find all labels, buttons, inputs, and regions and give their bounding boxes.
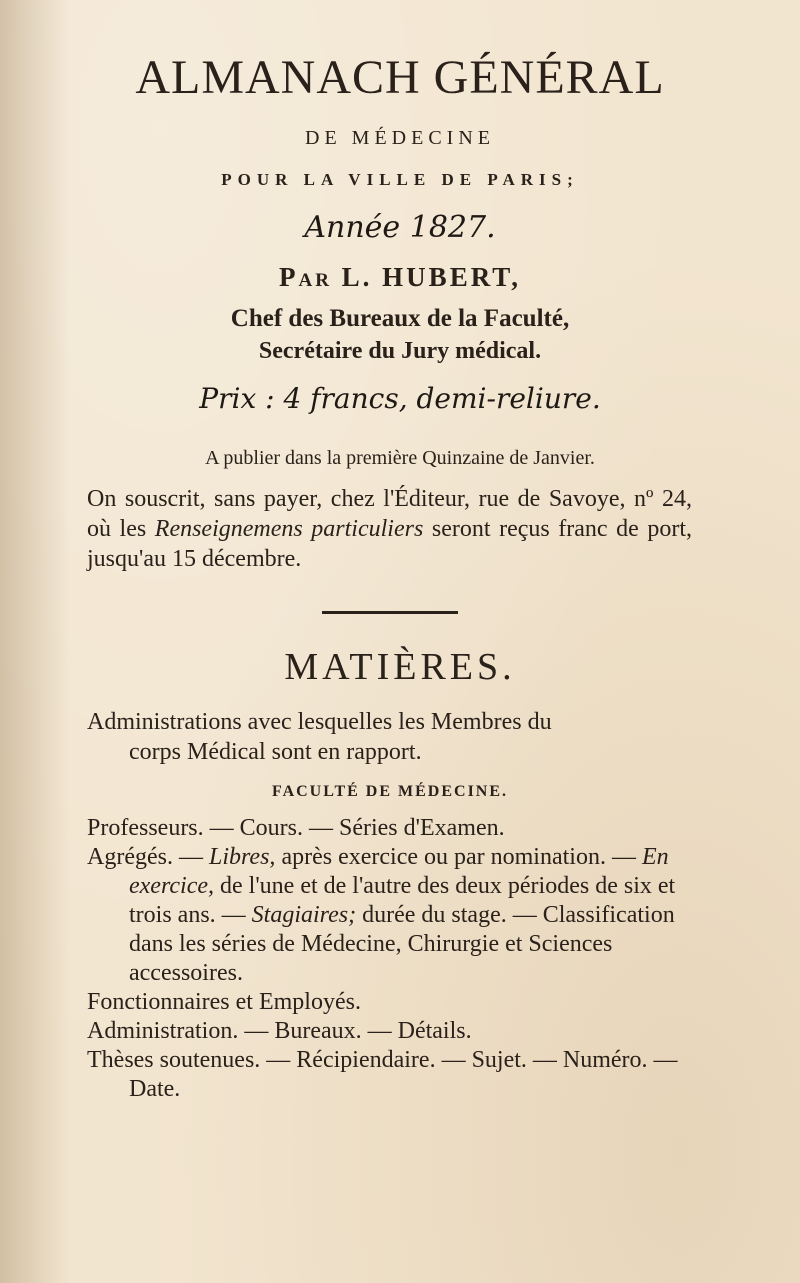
author-prefix-rest: AR — [298, 270, 332, 291]
item-text: après exercice ou par nomination. — — [275, 844, 642, 870]
handwritten-price: Prix : 4 francs, demi-reliure. — [199, 382, 601, 415]
list-item: Thèses soutenues. — Récipiendaire. — Sujet. — Numéro. — Date. — [87, 1047, 678, 1102]
author-name: L. HUBERT, — [341, 262, 522, 292]
item-text: Agrégés. — — [87, 844, 209, 870]
intro-line-2: corps Médical sont en rapport. — [129, 739, 422, 765]
author-role-chef: Chef des Bureaux de la Faculté, — [230, 305, 570, 332]
list-item — [87, 843, 692, 988]
author-prefix-cap: P — [278, 262, 299, 292]
item-italic: En exercice, — [129, 844, 669, 899]
author-role-secretaire: Secrétaire du Jury médical. — [258, 338, 542, 364]
list-item: Professeurs. — Cours. — Séries d'Examen. — [87, 815, 505, 841]
page-gutter-shadow — [0, 0, 70, 1283]
subscription-paragraph — [87, 484, 692, 574]
item-italic: Libres, — [208, 844, 276, 870]
list-item: Fonctionnaires et Employés. — [87, 989, 361, 1015]
handwritten-year: Année 1827. — [304, 210, 496, 245]
subtitle-medecine: DE MÉDECINE — [305, 127, 495, 149]
section-title-matieres: MATIÈRES. — [284, 646, 516, 688]
subsection-faculte: FACULTÉ DE MÉDECINE. — [271, 783, 509, 800]
matieres-intro — [87, 707, 692, 767]
ornamental-rule — [322, 611, 458, 614]
page-title: ALMANACH GÉNÉRAL — [135, 51, 665, 104]
author-line — [0, 262, 800, 293]
subscription-text-1: On souscrit, sans payer, chez l'Éditeur, rue de Savoye, nº 24, où les — [87, 486, 692, 542]
subscription-text-2: seront reçus franc de port, jusqu'au 15 décembre. — [87, 516, 692, 572]
contents-list — [87, 814, 692, 1104]
item-text: durée du stage. — Classification dans les séries de Médecine, Chirurgie et Sciences accessoires. — [129, 902, 675, 986]
subscription-italic: Renseignemens particuliers — [154, 516, 424, 542]
publish-note: A publier dans la première Quinzaine de Janvier. — [205, 447, 595, 469]
subtitle-paris: POUR LA VILLE DE PARIS; — [221, 170, 579, 189]
item-text: de l'une et de l'autre des deux périodes de six et trois ans. — — [129, 873, 676, 928]
list-item: Administration. — Bureaux. — Détails. — [87, 1018, 472, 1044]
item-italic: Stagiaires; — [251, 902, 357, 928]
intro-line-1: Administrations avec lesquelles les Membres du — [87, 709, 552, 735]
